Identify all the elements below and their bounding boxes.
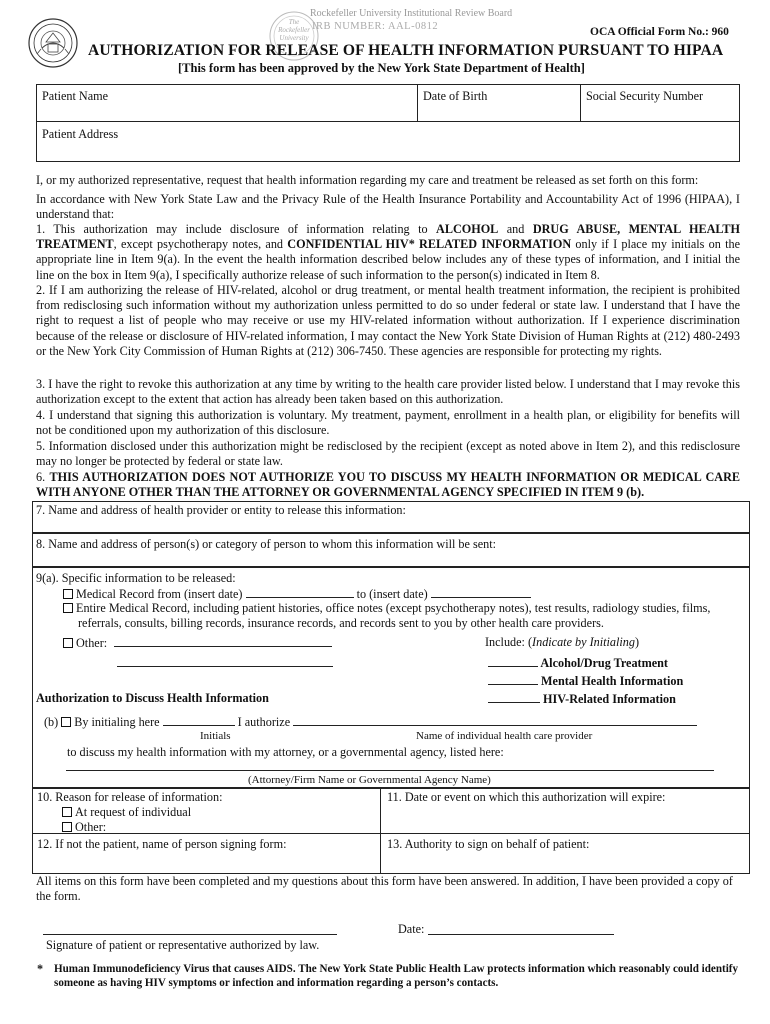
- section-10-label: 10. Reason for release of information:: [37, 790, 223, 804]
- other-row: Other:: [63, 635, 332, 651]
- approval-note: [This form has been approved by the New York State Department of Health]: [178, 61, 585, 75]
- alcohol-drug-initials-field[interactable]: [488, 655, 538, 667]
- section-8-label: 8. Name and address of person(s) or category of person to whom this information will be sent:: [36, 537, 496, 551]
- completion-statement: All items on this form have been completed and my questions about this form have been answered. In addition, I have been provided a copy of the form.: [36, 874, 733, 904]
- alcohol-drug-row: Alcohol/Drug Treatment: [488, 655, 668, 671]
- patient-address-field[interactable]: [38, 142, 738, 160]
- mental-health-row: Mental Health Information: [488, 673, 683, 689]
- entire-record-row: Entire Medical Record, including patient histories, office notes (except psychotherapy notes), test results, radiology studies, films,: [63, 601, 710, 616]
- health-care-provider-name-field[interactable]: [293, 714, 697, 726]
- medical-record-row: Medical Record from (insert date) to (insert date): [63, 586, 531, 602]
- patient-name-field[interactable]: [38, 104, 415, 120]
- intro-paragraph: I, or my authorized representative, request that health information regarding my care and treatment be released as set forth on this form:: [36, 173, 699, 187]
- section-10-option-individual: At request of individual: [62, 805, 191, 820]
- state-seal: [28, 18, 78, 68]
- attorney-agency-field[interactable]: [66, 758, 714, 771]
- section-7-label: 7. Name and address of health provider or entity to release this information:: [36, 503, 406, 517]
- section-13-label: 13. Authority to sign on behalf of patient:: [387, 837, 590, 851]
- item-4: 4. I understand that signing this authorization is voluntary. My treatment, payment, enrollment in a health plan, or eligibility for benefits will not be conditioned upon my authorization of this disclosure.: [36, 408, 740, 438]
- section-11-label: 11. Date or event on which this authorization will expire:: [387, 790, 666, 804]
- reason-other-checkbox[interactable]: [62, 822, 72, 832]
- section-9a-label: 9(a). Specific information to be released:: [36, 571, 236, 585]
- hiv-related-initials-field[interactable]: [488, 691, 540, 703]
- item-3: 3. I have the right to revoke this authorization at any time by writing to the health care provider listed below. I understand that I may revoke this authorization except to the extent that action has already been taken based on this authorization.: [36, 377, 740, 407]
- footnote-text: Human Immunodeficiency Virus that causes AIDS. The New York State Public Health Law protects information which reasonably could identify someone as having HIV symptoms or infection and information regarding a person’s contacts.: [54, 963, 739, 989]
- entire-record-row-2: referrals, consults, billing records, insurance records, and records sent to you by other health care providers.: [78, 616, 604, 630]
- patient-name-label: Patient Name: [42, 89, 108, 103]
- page-title: AUTHORIZATION FOR RELEASE OF HEALTH INFORMATION PURSUANT TO HIPAA: [88, 42, 724, 59]
- irb-stamp-seal-text: The Rockefeller University: [278, 18, 310, 42]
- other-info-field[interactable]: [114, 635, 332, 647]
- other-info-field-line-2[interactable]: [117, 652, 333, 667]
- section-8-field[interactable]: [34, 551, 748, 565]
- section-9b-initials-field[interactable]: [163, 714, 235, 726]
- initials-caption: Initials: [200, 730, 231, 742]
- section-13-field[interactable]: [384, 853, 748, 872]
- law-paragraph: In accordance with New York State Law and the Privacy Rule of the Health Insurance Portability and Accountability Act of 1996 (HIPAA), I understand that:: [36, 192, 740, 222]
- hiv-related-row: HIV-Related Information: [488, 691, 676, 707]
- item-5: 5. Information disclosed under this authorization might be redisclosed by the recipient (except as noted above in Item 2), and this redisclosure may no longer be protected by federal or state law.: [36, 439, 740, 469]
- medical-record-checkbox[interactable]: [63, 589, 73, 599]
- signature-field[interactable]: [43, 922, 337, 935]
- other-info-checkbox[interactable]: [63, 638, 73, 648]
- authorization-discuss-heading: Authorization to Discuss Health Information: [36, 691, 269, 705]
- patient-address-label: Patient Address: [42, 127, 119, 141]
- request-individual-checkbox[interactable]: [62, 807, 72, 817]
- dob-label: Date of Birth: [423, 89, 488, 103]
- dob-field[interactable]: [419, 104, 578, 120]
- section-9b-checkbox[interactable]: [61, 717, 71, 727]
- discuss-line: to discuss my health information with my attorney, or a governmental agency, listed here:: [67, 745, 504, 759]
- item-6: 6. THIS AUTHORIZATION DOES NOT AUTHORIZE YOU TO DISCUSS MY HEALTH INFORMATION OR MEDICAL CARE WITH ANYONE OTHER THAN THE ATTORNEY OR GOVERNMENTAL AGENCY SPECIFIED IN ITEM 9 (b).: [36, 470, 740, 500]
- form-number: OCA Official Form No.: 960: [590, 26, 729, 38]
- section-9b-row: (b) By initialing here I authorize: [44, 714, 697, 730]
- irb-stamp-line2: IRB NUMBER: AAL-0812: [312, 21, 439, 32]
- ssn-field[interactable]: [582, 104, 738, 120]
- section-12-field[interactable]: [34, 853, 378, 872]
- irb-stamp-line1: Rockefeller University Institutional Review Board: [310, 8, 513, 19]
- section-11-field[interactable]: [384, 806, 748, 831]
- section-12-label: 12. If not the patient, name of person signing form:: [37, 837, 287, 851]
- ssn-label: Social Security Number: [586, 89, 704, 103]
- item-2: 2. If I am authorizing the release of HIV-related, alcohol or drug treatment, or mental health treatment information, the recipient is prohibited from redisclosing such information without my authorization unless permitted to do so under federal or state law. I understand that I have the right to request a list of people who may receive or use my HIV-related information without authorization. If I experience discrimination because of the release or disclosure of HIV-related information, I may contact the New York State Division of Human Rights at (212) 480-2493 or the New York City Commission of Human Rights at (212) 306-7450. These agencies are responsible for protecting my rights.: [36, 283, 740, 358]
- signature-caption: Signature of patient or representative authorized by law.: [46, 938, 320, 952]
- include-label: Include: (Indicate by Initialing): [485, 635, 640, 649]
- date-field[interactable]: [428, 922, 614, 935]
- attorney-caption: (Attorney/Firm Name or Governmental Agency Name): [248, 774, 491, 786]
- date-label: Date:: [398, 922, 425, 936]
- section-7-field[interactable]: [34, 517, 748, 531]
- entire-record-checkbox[interactable]: [63, 603, 73, 613]
- medical-record-from-date-field[interactable]: [246, 586, 354, 598]
- mental-health-initials-field[interactable]: [488, 673, 538, 685]
- section-10-option-other: Other:: [62, 820, 106, 835]
- provider-name-caption: Name of individual health care provider: [416, 730, 593, 742]
- medical-record-to-date-field[interactable]: [431, 586, 531, 598]
- item-1: 1. This authorization may include disclosure of information relating to ALCOHOL and DRUG ABUSE, MENTAL HEALTH TREATMENT, except psychotherapy notes, and CONFIDENTIAL HIV* RELATED INFORMATION only if I place my initials on the appropriate line in Item 9(a). In the event the health information described below includes any of these types of information, and I initial the line on the box in Item 9(a), I specifically authorize release of such information to the person(s) indicated in Item 8.: [36, 222, 741, 282]
- footnote-mark: *: [37, 962, 44, 976]
